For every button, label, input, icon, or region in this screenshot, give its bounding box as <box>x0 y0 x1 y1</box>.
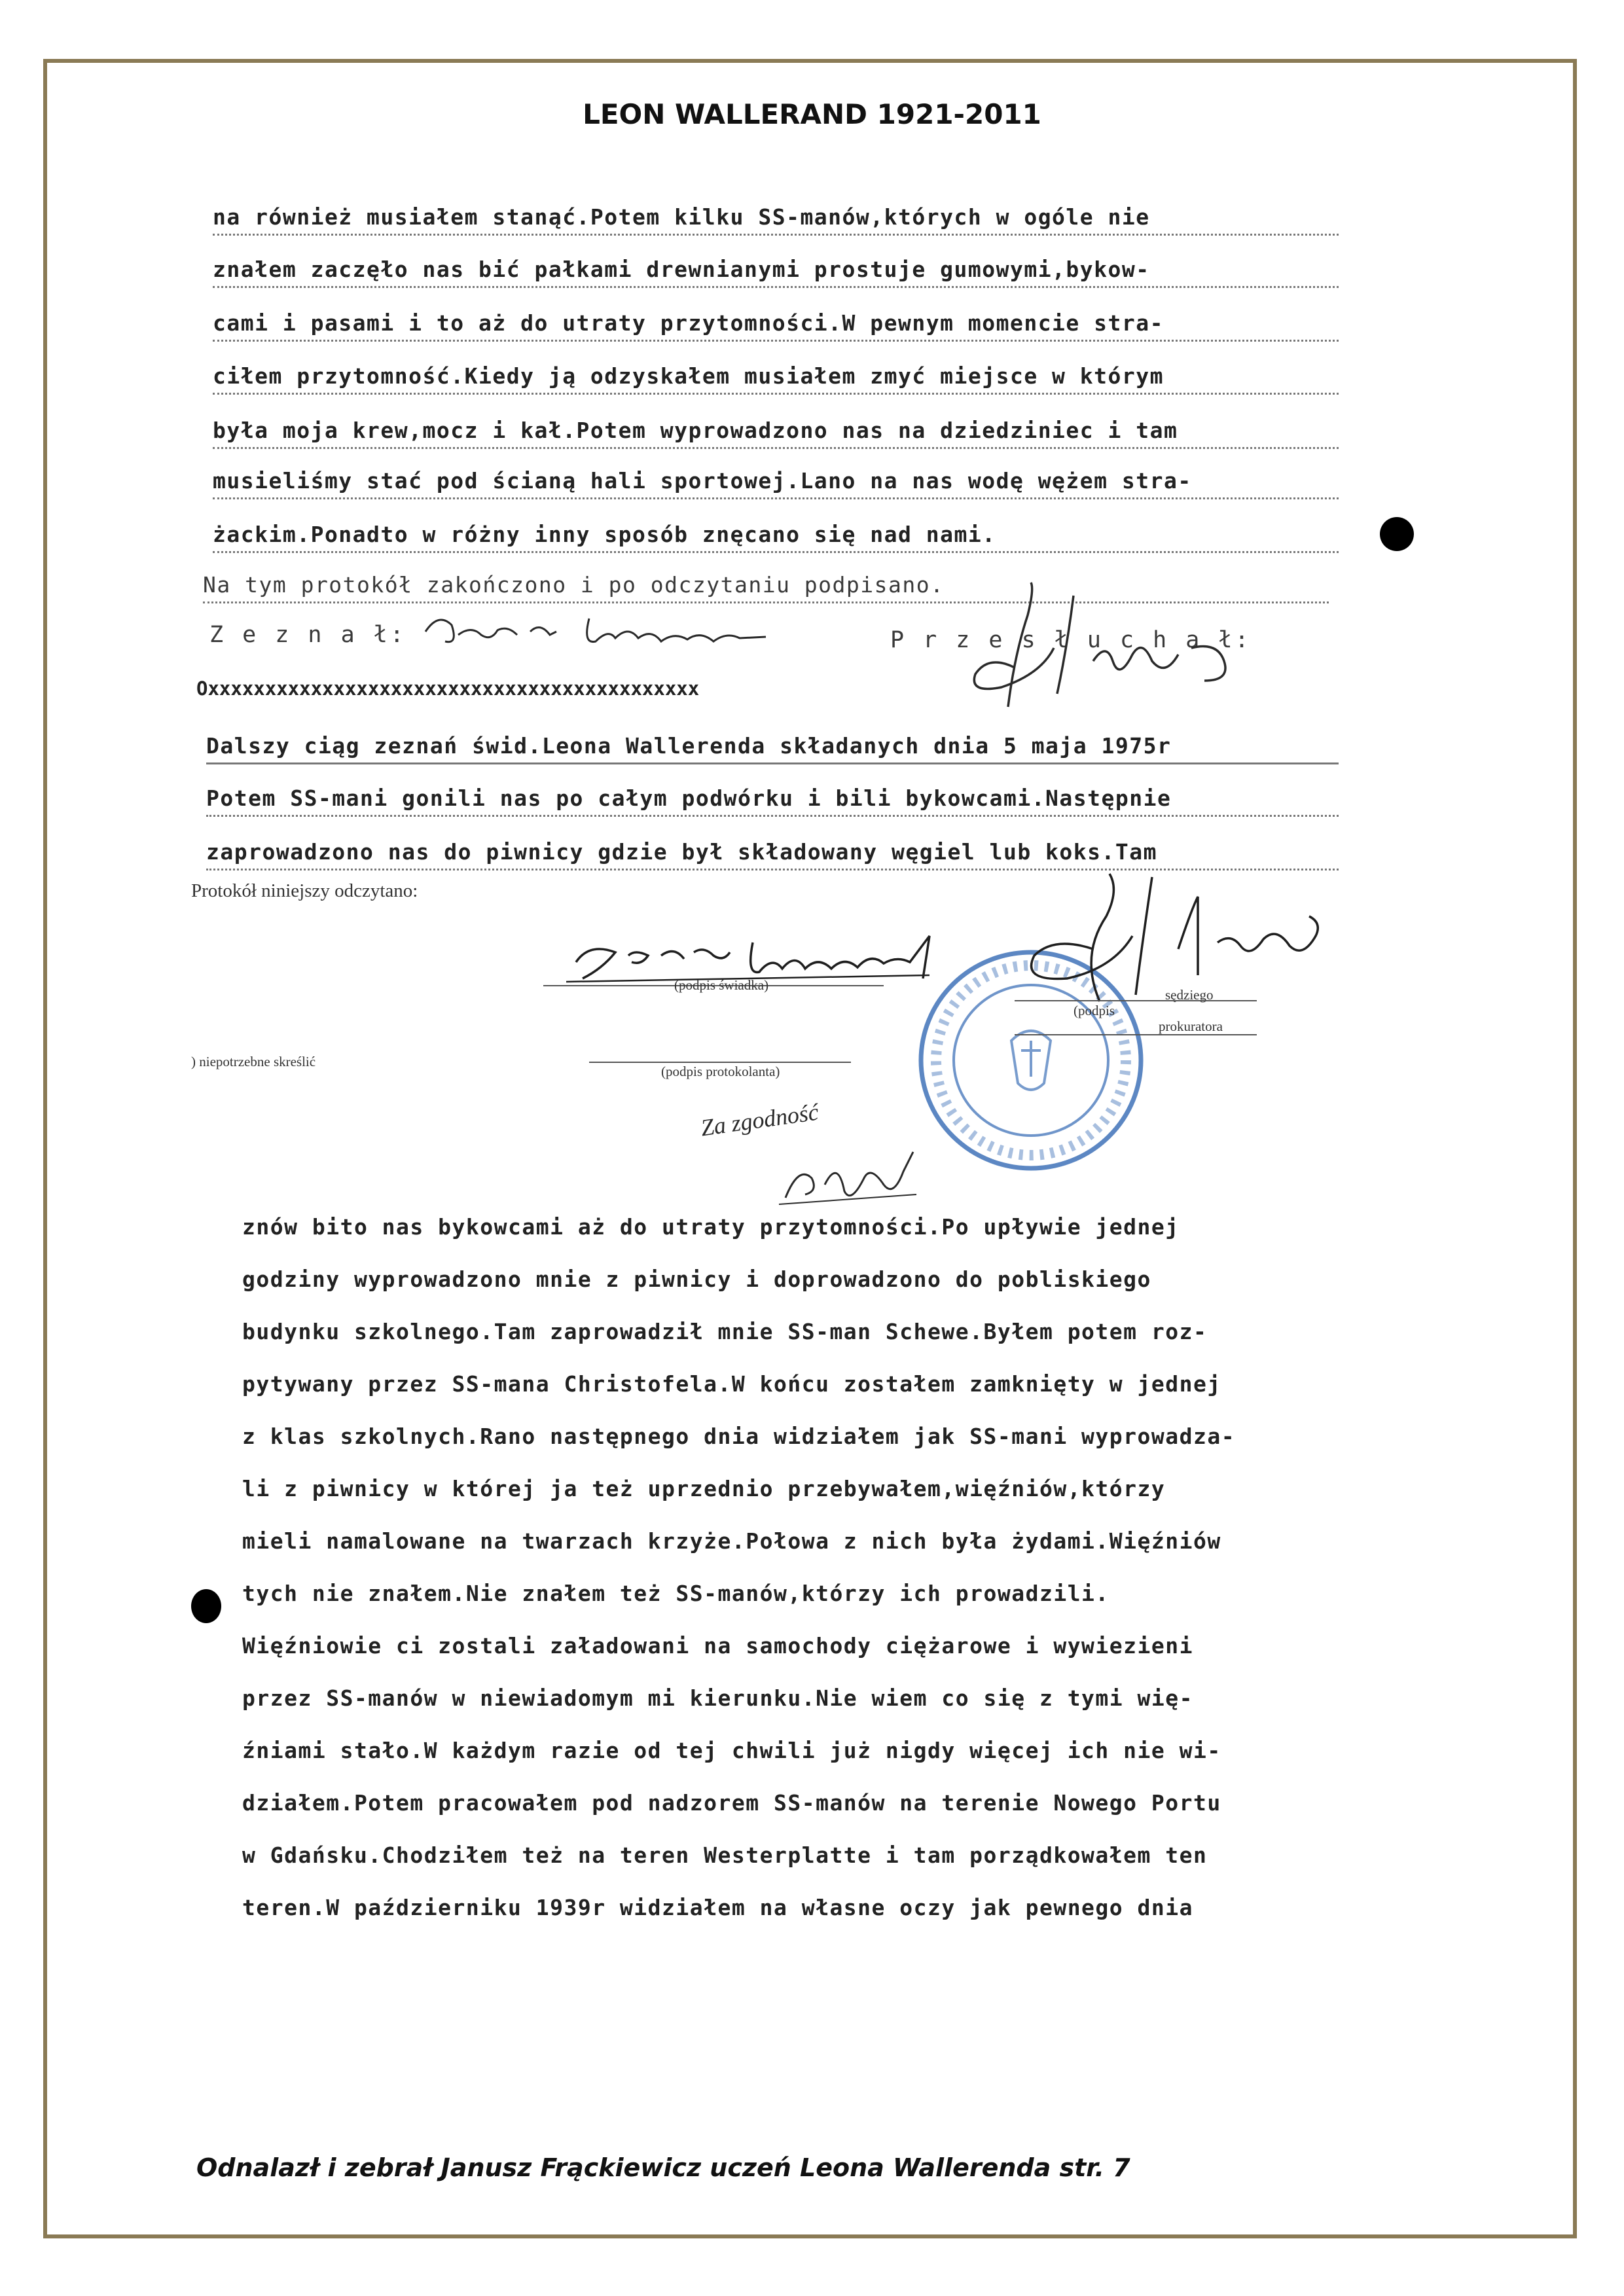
typed-line: w Gdańsku.Chodziłem też na teren Westerplatte i tam porządkowałem ten <box>242 1842 1208 1868</box>
punch-hole-mark <box>191 1589 221 1623</box>
copy-note: Za zgodność <box>699 1098 820 1141</box>
typed-line: była moja krew,mocz i kał.Potem wyprowadzono nas na dziedziniec i tam <box>213 418 1339 449</box>
continuation-line: Potem SS-mani gonili nas po całym podwórku i bili bykowcami.Następnie <box>206 785 1339 817</box>
clerk-signature-line <box>589 1062 851 1063</box>
struck-out-line: Oxxxxxxxxxxxxxxxxxxxxxxxxxxxxxxxxxxxxxxxxxxx <box>196 677 700 700</box>
typed-line: teren.W październiku 1939r widziałem na własne oczy jak pewnego dnia <box>242 1895 1194 1920</box>
typed-line: cami i pasami i to aż do utraty przytomności.W pewnym momencie stra- <box>213 310 1339 342</box>
signature-caption: (podpis <box>1074 1003 1115 1018</box>
closing-line: Na tym protokół zakończono i po odczytaniu podpisano. <box>203 572 1329 603</box>
witness-caption: (podpis świadka) <box>674 977 769 993</box>
continuation-line: Dalszy ciąg zeznań świd.Leona Wallerenda składanych dnia 5 maja 1975r <box>206 733 1339 764</box>
typed-line: znów bito nas bykowcami aż do utraty przytomności.Po upływie jednej <box>242 1214 1180 1240</box>
judge-caption: sędziego <box>1165 987 1214 1003</box>
typed-line: godziny wyprowadzono mnie z piwnicy i doprowadzono do pobliskiego <box>242 1266 1151 1292</box>
typed-line: pytywany przez SS-mana Christofela.W końcu zostałem zamknięty w jednej <box>242 1371 1221 1397</box>
footnote: ) niepotrzebne skreślić <box>191 1054 316 1069</box>
typed-line: z klas szkolnych.Rano następnego dnia widziałem jak SS-mani wyprowadza- <box>242 1424 1236 1449</box>
interrogator-signature-upper <box>916 576 1283 720</box>
clerk-caption: (podpis protokolanta) <box>661 1064 780 1079</box>
interrogated-label: P r z e s ł u c h a ł: <box>890 627 1252 653</box>
witness-signature-upper <box>419 605 785 658</box>
typed-line: na również musiałem stanąć.Potem kilku SS-manów,których w ogóle nie <box>213 204 1339 236</box>
typed-line: Więźniowie ci zostali załadowani na samochody ciężarowe i wywiezieni <box>242 1633 1194 1659</box>
typed-line: działem.Potem pracowałem pod nadzorem SS-manów na terenie Nowego Portu <box>242 1790 1221 1816</box>
punch-hole-mark <box>1380 517 1414 551</box>
page-footer: Odnalazł i zebrał Janusz Frąckiewicz uczeń Leona Wallerenda str. 7 <box>196 2153 1130 2182</box>
typed-line: musieliśmy stać pod ścianą hali sportowej.Lano na nas wodę wężem stra- <box>213 468 1339 499</box>
protocol-read-label: Protokół niniejszy odczytano: <box>191 880 418 901</box>
typed-line: budynku szkolnego.Tam zaprowadził mnie SS-man Schewe.Byłem potem roz- <box>242 1319 1208 1344</box>
typed-line: ciłem przytomność.Kiedy ją odzyskałem musiałem zmyć miejsce w którym <box>213 363 1339 395</box>
typed-line: przez SS-manów w niewiadomym mi kierunku.Nie wiem co się z tymi wię- <box>242 1685 1194 1711</box>
typed-line: mieli namalowane na twarzach krzyże.Połowa z nich była żydami.Więźniów <box>242 1528 1221 1554</box>
continuation-line: zaprowadzono nas do piwnicy gdzie był składowany węgiel lub koks.Tam <box>206 839 1339 870</box>
typed-line: żackim.Ponadto w różny inny sposób znęcano się nad nami. <box>213 522 1339 553</box>
typed-line: źniami stało.W każdym razie od tej chwili już nigdy więcej ich nie wi- <box>242 1738 1221 1763</box>
testified-label: Z e z n a ł: <box>209 622 406 648</box>
page-title: LEON WALLERAND 1921-2011 <box>583 98 1041 130</box>
typed-line: li z piwnicy w której ja też uprzednio przebywałem,więźniów,którzy <box>242 1476 1166 1501</box>
typed-line: tych nie znałem.Nie znałem też SS-manów,którzy ich prowadzili. <box>242 1581 1110 1606</box>
prosecutor-signature-line <box>1015 1034 1257 1035</box>
prosecutor-caption: prokuratora <box>1159 1018 1223 1034</box>
judge-signature-line <box>1015 1000 1257 1001</box>
copy-signature <box>772 1139 929 1211</box>
typed-line: znałem zaczęło nas bić pałkami drewnianymi prostuje gumowymi,bykow- <box>213 257 1339 288</box>
